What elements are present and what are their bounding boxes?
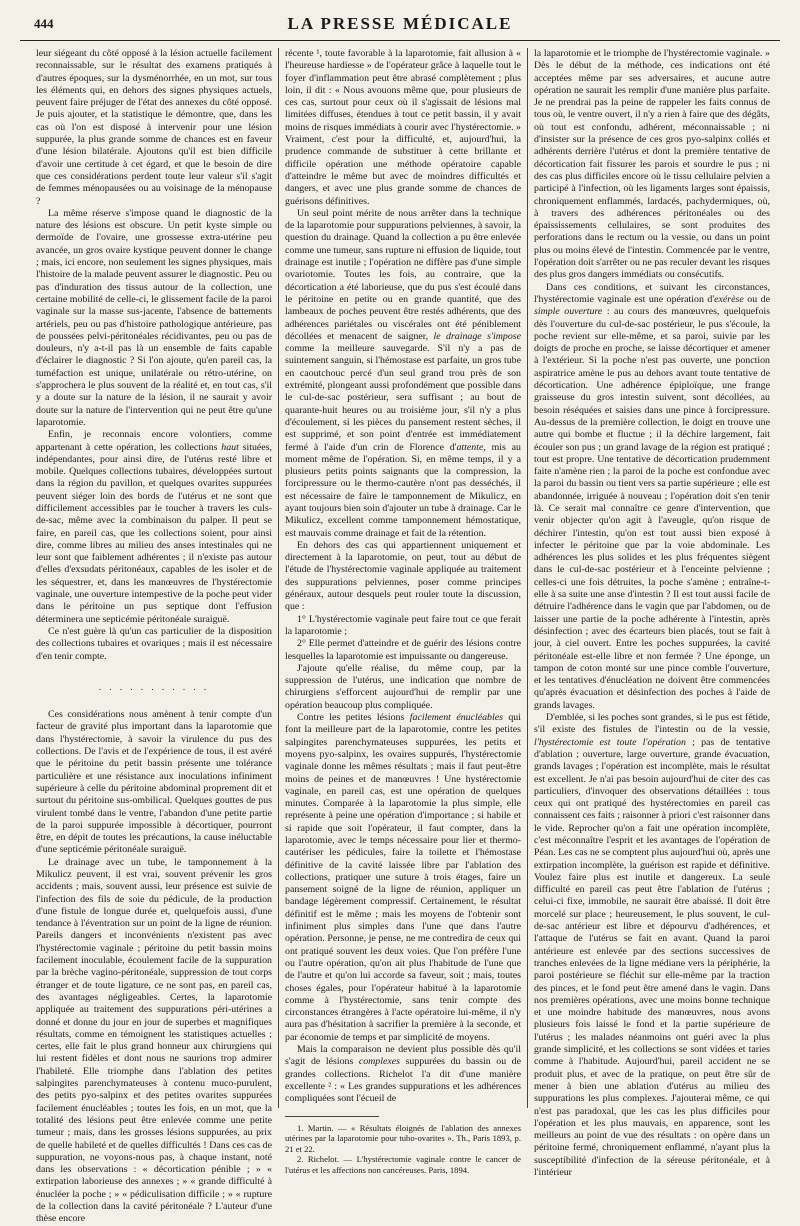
paragraph: En dehors des cas qui appartiennent uniquement et directement à la laparotomie, on peut, tout au début de l'étude de l'hystérectomie vaginale appliquée au traitement des suppurations pelviennes, poser comme principes généraux, autour desquels peut rouler toute la discussion, que : xyxy=(285,539,521,613)
paragraph: la laparotomie et le triomphe de l'hystérectomie vaginale. » Dès le début de la méthode, ces indications ont été acceptées même par ses adversaires, et aucune autre opération ne saurait les remplir d'une manière plus parfaite. Je ne prendrai pas la peine de rappeler les faits connus de tous où, le ventre ouvert, il n'y a rien à faire que des dégâts, où tout est confondu, adhérent, méconnaissable ; ni d'insister sur la présence de ces gros pyo-salpinx collés et adhérents derrière l'utérus et dont la première tentative de décortication fait fissurer les parois et sourdre le pus ; ni des cas plus difficiles encore où le tissu cellulaire pelvien a participé à l'infection, où les ligaments larges sont épaissis, chroniquement enflammés, lardacés, pachydermiques, où, à travers des adhérences péritonéales ou des épaississements cellulaires, se sont produites des perforations dans le rectum ou la vessie, ou dans un point plus ou moins élevé de l'intestin. Commencée par le ventre, l'opération doit s'arrêter ou ne pas reculer devant les risques des plus gros dangers immédiats ou consécutifs. xyxy=(534,48,770,281)
paragraph: Contre les petites lésions facilement énucléables qui font la meilleure part de la laparotomie, contre les petites salpingites parenchymateuses suppurées, les petits et moyens pyo-salpinx, les ovaires suppurés, l'hystérectomie vaginale donne les mêmes résultats ; mais il faut peut-être moins de peines et de manœuvres ! Une hystérectomie vaginale, en pareil cas, est une opération de quelques minutes. Comparée à la laparotomie la plus simple, elle représente à peine une opération d'importance ; si habile et si rapide que soit l'opérateur, il faut compter, dans la laparotomie, avec le temps nécessaire pour lier et thermo-cautériser les pédicules, faire la toilette et l'hémostase définitive de la cavité laissée libre par l'ablation des collections, pratiquer une suture à trois étages, faire un pansement soigné de la ligne de réunion, appliquer un bandage légèrement compressif. Certainement, le résultat définitif est le même ; mais les moyens de l'obtenir sont infiniment plus simples dans l'une que dans l'autre opération. Personne, je pense, ne me contredira de ceux qui ont pratiqué souvent les deux voies. Que l'on préfère l'une ou l'autre opération, qu'on ait plus l'habitude de l'une que de l'autre et qu'on lui accorde sa faveur, soit ; mais, toutes choses égales, pour l'opérateur habitué à la laparotomie comme à l'hystérectomie, sans tenir compte des circonstances étrangères à l'acte opératoire lui-même, il n'y aura pas d'hésitation à sacrifier la première à la seconde, et par économie de temps et par simplicité de moyens. xyxy=(285,712,521,1043)
footnote-rule xyxy=(285,1116,379,1117)
paragraph: 1° L'hystérectomie vaginale peut faire tout ce que ferait la laparotomie ; xyxy=(285,613,521,637)
paragraph: J'ajoute qu'elle réalise, du même coup, par la suppression de l'utérus, une indication que nombre de chirurgiens s'efforcent aujourd'hui de remplir par une opération beaucoup plus compliquée. xyxy=(285,662,521,711)
emphasis: simple ouverture xyxy=(534,306,603,318)
emphasis: haut xyxy=(221,441,239,453)
article-body xyxy=(30,48,776,1225)
emphasis: exérèse xyxy=(714,293,744,305)
paragraph: Ces considérations nous amènent à tenir compte d'un facteur de gravité plus important dans la laparotomie que dans l'hystérectomie, à savoir la virulence du pus des collections. De l'avis et de l'expérience de tous, il est avéré que le péritoine du petit bassin présente une tolérance particulière et une résistance aux inoculations infiniment supérieure à celle du péritoine abdominal proprement dit et surtout du péritoine sus-ombilical. Quelques gouttes de pus virulent tombé dans le ventre, l'abandon d'une petite partie de la paroi suppurée impossible à décortiquer, pourront être, en dépit de toutes les précautions, la cause inéluctable d'une septicémie péritonéale suraiguë. xyxy=(36,709,272,856)
emphasis: facilement énucléables xyxy=(409,712,503,724)
paragraph: Enfin, je reconnais encore volontiers, comme appartenant à cette opération, les collections haut situées, indépendantes, pour ainsi dire, de l'utérus resté libre et mobile. Quelques collections tubaires, développées surtout dans la région du pavillon, et quelques ovarites suppurées peuvent siéger loin des bords de l'utérus et ne sont que difficilement accessibles par le toucher à travers les culs-de-sac, même avec la combinaison du palper. Il peut se faire, en pareil cas, que les collections soient, pour ainsi dire, comme libres au milieu des anses intestinales qui ne leur sont que faiblement adhérentes ; il n'existe pas autour d'elles d'exsudats péritonéaux, capables de les isoler et de les séquestrer, et, dans les manœuvres de l'hystérectomie vaginale, une ouverture intempestive de la poche peut vider dans le péritoine un pus septique dont l'effusion déterminera une septicémie péritonéale suraiguë. xyxy=(36,429,272,625)
paragraph: La même réserve s'impose quand le diagnostic de la nature des lésions est obscure. Un petit kyste simple ou dermoïde de l'ovaire, une grossesse extra-utérine peu avancée, un gros ovaire kystique peuvent donner le change ; mais, ici encore, non seulement les signes physiques, mais l'histoire de la malade peuvent assurer le diagnostic. Peu ou pas d'induration des tissus autour de la collection, une certaine mobilité de celle-ci, le glissement facile de la paroi vaginale sur la masse sus-jacente, l'absence de battements artériels, peu ou pas d'histoire pathologique antérieure, pas de poussées pelvi-péritonéales récidivantes, peu ou pas de douleurs, n'y a-t-il pas là un ensemble de faits capable d'éclairer le diagnostic ? Si l'on ajoute, qu'en pareil cas, la tuméfaction est unique, unilatérale ou rétro-utérine, on s'approchera le plus souvent de la réalité et, en tout cas, s'il y a doute sur la nature de la lésion, il ne saurait y avoir doute sur la nature de l'intervention qui ne peut être qu'une laparotomie. xyxy=(36,207,272,428)
emphasis: le drainage s'impose xyxy=(433,330,521,342)
paragraph: Un seul point mérite de nous arrêter dans la technique de la laparotomie pour suppurations pelviennes, à savoir, la question du drainage. Quand la collection a pu être enlevée comme une tumeur, sans rupture ni effusion de liquide, tout drainage est inutile ; l'opération ne diffère pas d'une simple ovariotomie. Toutes les fois, au contraire, que la décortication a été laborieuse, que du pus s'est écoulé dans le péritoine en petite ou en grande quantité, que des lambeaux de poches peuvent être restés adhérents, que des adhérences pariétales ou viscérales ont été péniblement décollées et menacent de saigner, le drainage s'impose comme la meilleure sauvegarde. S'il n'y a pas de suintement sanguin, si l'hémostase est parfaite, un gros tube en caoutchouc percé d'un seul grand trou près de son extrémité, plongeant aussi profondément que possible dans le cul-de-sac postérieur, sera suffisant ; au bout de quarante-huit heures ou au troisième jour, s'il n'y a plus d'écoulement, si les pièces du pansement restent sèches, il est supprimé, et son point d'entrée est immédiatement fermé à l'aide d'un crin de Florence d'attente, mis au moment même de l'opération. Si, en même temps, il y a plusieurs petits points saignants que la compression, la forcipressure ou le thermo-cautère n'ont pas desséchés, il est nécessaire de faire le tamponnement de Mikulicz, en ayant toujours bien soin d'ajouter un tube à drainage. Car le Mikulicz, excellent comme tamponnement hémostatique, est mauvais comme drainage et fait de la rétention. xyxy=(285,207,521,539)
paragraph: Le drainage avec un tube, le tamponnement à la Mikulicz peuvent, il est vrai, souvent prévenir les gros accidents ; mais, souvent aussi, leur présence est suivie de l'infection des fils de soie du pédicule, de la production d'une fistule de longue durée et, quelquefois aussi, d'une tendance à l'éventration sur un point de la ligne de réunion. Pareils dangers et inconvénients n'existent pas avec l'hystérectomie vaginale ; péritoine du petit bassin moins facilement inoculable, écoulement facile de la suppuration par la brèche vagino-péritonéale, suppression de tout corps étranger et de toute ligature, ce ne sont pas, en pareil cas, des avantages négligeables. Certes, la laparotomie appliquée au traitement des suppurations péri-utérines a donné et donne du jour en jour de superbes et magnifiques résultats, comme en témoignent les statistiques actuelles ; certes, elle fait le plus grand honneur aux chirurgiens qui lui restent fidèles et dont nous ne saurions trop admirer l'habileté. Elle triomphe dans l'ablation des petites salpingites parenchymateuses à contenu muco-purulent, des petits pyo-salpinx et des petites ovarites suppurées facilement énucléables ; toutes les fois, en un mot, que la totalité des lésions peut être enlevée comme une petite tumeur ; mais, dans les grosses lésions suppurées, au prix de quelle habileté et de quelles difficultés ! Dans ces cas de suppuration, ne voyons-nous pas, à chaque instant, noté dans les observations : « décortication pénible ; » « extirpation laborieuse des annexes ; » « grande difficulté à énucléer la poche ; » « pédiculisation difficile ; » « rupture de la collection dans la cavité péritonéale ? L'auteur d'une thèse encore xyxy=(36,856,272,1225)
paragraph: 2° Elle permet d'atteindre et de guérir des lésions contre lesquelles la laparotomie est impuissante ou dangereuse. xyxy=(285,638,521,662)
footnote: 2. Richelot. — L'hystérectomie vaginale contre le cancer de l'utérus et les affections non cancéreuses. Paris, 1894. xyxy=(285,1154,521,1175)
section-separator: . . . . . . . . . . . xyxy=(98,681,210,692)
emphasis: attente xyxy=(456,441,484,453)
paragraph: leur siégeant du côté opposé à la lésion actuelle facilement reconnaissable, sur le résultat des examens pratiqués à d'autres époques, sur la dysménorrhée, en un mot, sur tous les éléments qui, en dehors des signes physiques actuels, peuvent faire préjuger de l'état des annexes du côté opposé. Je puis ajouter, et la statistique le démontre, que, dans les cas où l'on est disposé à intervenir pour une lésion suppurée, la plus grande somme de chances est en faveur d'une lésion bilatérale. Ajoutons qu'il est bien difficile d'avoir une certitude à cet égard, et que le besoin de dire que ces considérations perdent toute leur valeur s'il s'agit de femmes ménopausées ou au voisinage de la ménopause ? xyxy=(36,48,272,207)
paragraph: récente ¹, toute favorable à la laparotomie, fait allusion à « l'heureuse hardiesse » de l'opérateur grâce à laquelle tout le foyer d'inflammation peut être abrasé complètement ; plus loin, il dit : « Nous avouons même que, pour plusieurs de ces cas, surtout pour ceux où il s'agissait de lésions mal limitées diffuses, étendues à tout ce petit bassin, il y avait moins de risques immédiats à courir avec l'hystérectomie. » Vraiment, c'est pour la difficulté, et, aujourd'hui, la prudence commande de substituer à cette brillante et difficile opération une méthode opératoire capable d'atteindre le même but avec de moindres difficultés et dangers, et avec une plus grande somme de chances de guérisons définitives. xyxy=(285,48,521,207)
page-header xyxy=(20,14,780,36)
emphasis: l'hystérectomie est toute l'opération xyxy=(534,736,686,748)
paragraph: Ce n'est guère là qu'un cas particulier de la disposition des collections tubaires et ovariques ; mais il est nécessaire d'en tenir compte. xyxy=(36,625,272,662)
column-middle xyxy=(278,48,527,1175)
paragraph: D'emblée, si les poches sont grandes, si le pus est fétide, s'il existe des fistules de l'intestin ou de la vessie, l'hystérectomie est toute l'opération ; pas de tentative d'ablation ; ouverture, large ouverture, grande évacuation, grands lavages ; l'opération est incomplète, mais le résultat est excellent. Je n'ai pas besoin aujourd'hui de citer des cas particuliers, d'invoquer des observations détaillées : tous ceux qui ont pratiqué des hystérectomies en pareil cas connaissent ces faits ; raisonner à priori c'est raisonner dans le vide. Reprocher qu'on a fait une opération incomplète, c'est méconnaître l'esprit et les avantages de l'opération de Péan. Les cas ne se comptent plus aujourd'hui où, après une extirpation incomplète, la guérison est rapide et définitive. Voulez faire plus est inutile et dangereux. La seule difficulté en pareil cas peut être l'ablation de l'utérus ; celui-ci fixe, immobile, ne saurait être abaissé. Il doit être morcelé sur place ; heureusement, le plus souvent, le cul-de-sac antérieur est libre et dépourvu d'adhérences, et l'attaque de l'utérus se fait en avant. Quand la paroi antérieure est enlevée par des sections successives de tranches enlevées de la ligne médiane vers la périphérie, la paroi postérieure se fléchit sur elle-même par la traction des pinces, et le fond peut être amené dans le vagin. Dans nos premières opérations, avec une moins bonne technique et une moindre habitude des manœuvres, nous avons plusieurs fois laissé le fond et la partie supérieure de l'utérus ; les malades néanmoins ont guéri avec la plus grande simplicité, et les collections se sont vidées et taries comme à l'habitude. Aujourd'hui, pareil accident ne se produit plus, et avec de la pratique, on peut être sûr de mener à bien une ablation d'utérus au milieu des suppurations les plus complexes. J'ajouterai même, ce qui n'est pas paradoxal, que les cas les plus difficiles pour l'opération et les plus mauvais, en apparence, sont les meilleurs au point de vue des résultats : on opère dans un péritoine fermé, chroniquement enflammé, n'ayant plus la susceptibilité d'infection de la séreuse péritonéale, et à l'intérieur xyxy=(534,712,770,1179)
column-right xyxy=(527,48,776,1179)
emphasis: complexes xyxy=(358,1056,400,1068)
paragraph: Dans ces conditions, et suivant les circonstances, l'hystérectomie vaginale est une opération d'exérèse ou de simple ouverture : au cours des manœuvres, quelquefois dès l'ouverture du cul-de-sac postérieur, le pus s'écoule, la poche revient sur elle-même, et sa paroi, suivie par les doigts de proche en proche, se laisse décortiquer et amener à l'extérieur. Si la poche n'est pas ouverte, une ponction aspiratrice amène le pus au dehors avant toute tentative de décortication. Une adhérence épiploïque, une frange graisseuse du gros intestin suivent, sont décollées, au besoin réséquées et saisies dans une pince à forcipressure. Au-dessus de la première collection, le doigt en trouve une autre qui bombe et fluctue ; il la déchire largement, fait écouler son pus ; un grand lavage de la région est pratiqué ; tout est propre. Une tentative de décortication prudemment faite n'amène rien ; la paroi de la poche est confondue avec la paroi du bassin ou tient vers sa partie supérieure ; elle est abandonnée, irriguée à nouveau ; l'opération doit s'en tenir là. Ce serait mal connaître ce genre d'intervention, que venir objecter qu'on agit à l'aveugle, qu'on risque de déchirer l'intestin, qu'on est tout aussi bien exposé à infecter le péritoine que par la voie abdominale. Les adhérences les plus solides et les plus fréquentes siègent dans le cul-de-sac postérieur et à l'enceinte pelvienne ; celles-ci une fois détruites, la poche s'amène ; entraîne-t-elle à sa suite une anse d'intestin ? Il est tout aussi facile de détruire l'adhérence dans le vagin que par l'abdomen, ou de laisser une partie de la poche adhérente à l'intestin, après désinfection ; avec des écarteurs bien placés, tout se fait à jour, à ciel ouvert. Entre les poches suppurées, la cavité péritonéale est-elle libre et non fermée ? Une éponge, un tampon de coton monté sur une pince comble l'ouverture, et les tentatives d'énucléation ne doivent être commencées qu'après évacuation et désinfection des poches à l'aide de grands lavages. xyxy=(534,281,770,711)
page-number: 444 xyxy=(34,16,54,31)
footnote: 1. Martin. — « Résultats éloignés de l'ablation des annexes utérines par la laparotomie pour tubo-ovarites ». Th., Paris 1893, p. 21 et 22. xyxy=(285,1122,521,1154)
column-left xyxy=(30,48,278,1225)
paragraph: Mais la comparaison ne devient plus possible dès qu'il s'agit de lésions complexes suppurées du bassin ou de grandes collections. Richelot l'a dit d'une manière excellente ² : « Les grandes suppurations et les adhérences compliquées sont l'écueil de xyxy=(285,1044,522,1105)
header-rule xyxy=(20,40,780,41)
journal-title: LA PRESSE MÉDICALE xyxy=(287,14,513,33)
